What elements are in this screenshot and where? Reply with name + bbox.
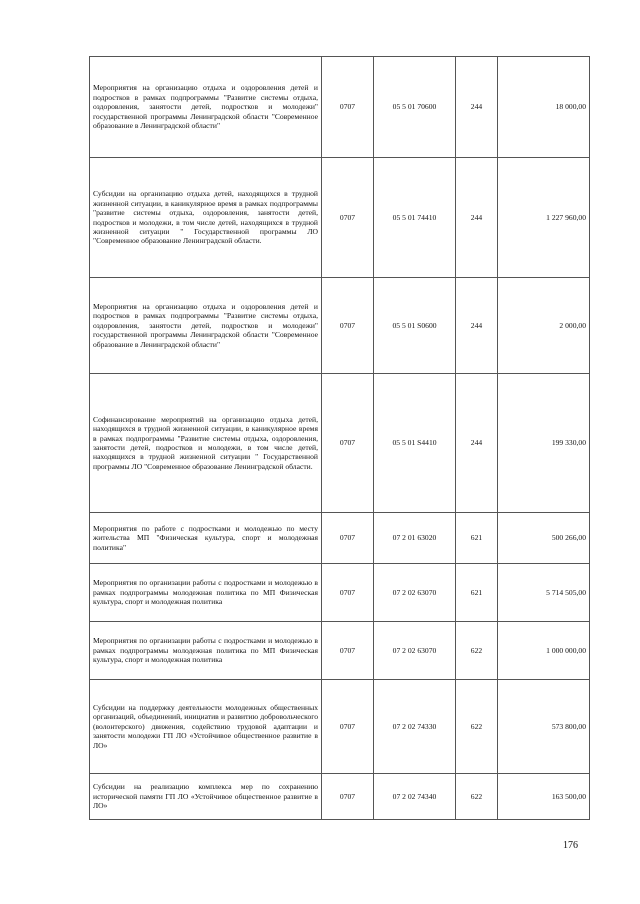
- table-row: [90, 278, 590, 374]
- table-row: [90, 564, 590, 622]
- row-target-code: 05 5 01 70600: [374, 57, 456, 158]
- table-row: [90, 374, 590, 513]
- row-target-code: 07 2 01 63020: [374, 513, 456, 564]
- budget-table: [89, 56, 590, 820]
- row-description: Мероприятия на организацию отдыха и оздоровления детей и подростков в рамках подпрограммы "Развитие системы отдыха, оздоровления, занятости детей, подростков и молодежи" государственной программы Ленинградской области "Современное образование в Ленинградской области": [90, 57, 322, 158]
- row-amount: 2 000,00: [498, 278, 590, 374]
- row-description: Субсидии на реализацию комплекса мер по сохранению исторической памяти ГП ЛО «Устойчивое общественное развитие в ЛО»: [90, 774, 322, 820]
- table-row: [90, 158, 590, 278]
- table-row: [90, 513, 590, 564]
- row-expense-type: 244: [456, 278, 498, 374]
- row-description: Мероприятия по организации работы с подростками и молодежью в рамках подпрограммы молодежная политика по МП Физическая культура, спорт и молодежная политика: [90, 622, 322, 680]
- row-description: Мероприятия по организации работы с подростками и молодежью в рамках подпрограммы молодежная политика по МП Физическая культура, спорт и молодежная политика: [90, 564, 322, 622]
- row-expense-type: 244: [456, 57, 498, 158]
- table-row: [90, 680, 590, 774]
- row-expense-type: 622: [456, 622, 498, 680]
- row-section-code: 0707: [322, 158, 374, 278]
- row-section-code: 0707: [322, 680, 374, 774]
- row-target-code: 07 2 02 74340: [374, 774, 456, 820]
- row-target-code: 07 2 02 63070: [374, 564, 456, 622]
- row-target-code: 07 2 02 63070: [374, 622, 456, 680]
- row-description: Субсидии на организацию отдыха детей, находящихся в трудной жизненной ситуации, в каникулярное время в рамках подпрограммы "развитие системы отдыха, оздоровления, занятости детей, подростков и молодежи, в том числе детей, находящихся в трудной жизненной ситуации " Государственной программы ЛО "Современное образование Ленинградской области.: [90, 158, 322, 278]
- row-expense-type: 244: [456, 374, 498, 513]
- row-section-code: 0707: [322, 278, 374, 374]
- row-expense-type: 622: [456, 680, 498, 774]
- row-amount: 500 266,00: [498, 513, 590, 564]
- row-target-code: 05 5 01 74410: [374, 158, 456, 278]
- table-row: [90, 774, 590, 820]
- row-description: Мероприятия по работе с подростками и молодежью по месту жительства МП "Физическая культура, спорт и молодежная политика": [90, 513, 322, 564]
- row-expense-type: 621: [456, 564, 498, 622]
- row-section-code: 0707: [322, 57, 374, 158]
- row-expense-type: 622: [456, 774, 498, 820]
- row-section-code: 0707: [322, 513, 374, 564]
- row-amount: 199 330,00: [498, 374, 590, 513]
- row-amount: 18 000,00: [498, 57, 590, 158]
- row-description: Субсидии на поддержку деятельности молодежных общественных организаций, объединений, инициатив и развитию добровольческого (волонтерского) движения, содействию трудовой адаптации и занятости молодежи ГП ЛО «Устойчивое общественное развитие в ЛО»: [90, 680, 322, 774]
- row-target-code: 07 2 02 74330: [374, 680, 456, 774]
- page-number: 176: [563, 840, 578, 851]
- row-target-code: 05 5 01 S0600: [374, 278, 456, 374]
- row-section-code: 0707: [322, 564, 374, 622]
- table-row: [90, 57, 590, 158]
- row-description: Мероприятия на организацию отдыха и оздоровления детей и подростков в рамках подпрограммы "Развитие системы отдыха, оздоровления, занятости детей, подростков и молодежи" государственной программы Ленинградской области "Современное образование в Ленинградской области": [90, 278, 322, 374]
- row-amount: 163 500,00: [498, 774, 590, 820]
- row-amount: 1 227 960,00: [498, 158, 590, 278]
- row-amount: 1 000 000,00: [498, 622, 590, 680]
- row-description: Софинансирование мероприятий на организацию отдыха детей, находящихся в трудной жизненной ситуации, в каникулярное время в рамках подпрограммы "Развитие системы отдыха, оздоровления, занятости детей, подростков и молодежи, в том числе детей, находящихся в трудной жизненной ситуации " Государственной программы ЛО "Современное образование Ленинградской области.: [90, 374, 322, 513]
- table-row: [90, 622, 590, 680]
- row-expense-type: 244: [456, 158, 498, 278]
- row-section-code: 0707: [322, 374, 374, 513]
- row-section-code: 0707: [322, 774, 374, 820]
- row-expense-type: 621: [456, 513, 498, 564]
- row-amount: 5 714 505,00: [498, 564, 590, 622]
- row-amount: 573 800,00: [498, 680, 590, 774]
- row-target-code: 05 5 01 S4410: [374, 374, 456, 513]
- row-section-code: 0707: [322, 622, 374, 680]
